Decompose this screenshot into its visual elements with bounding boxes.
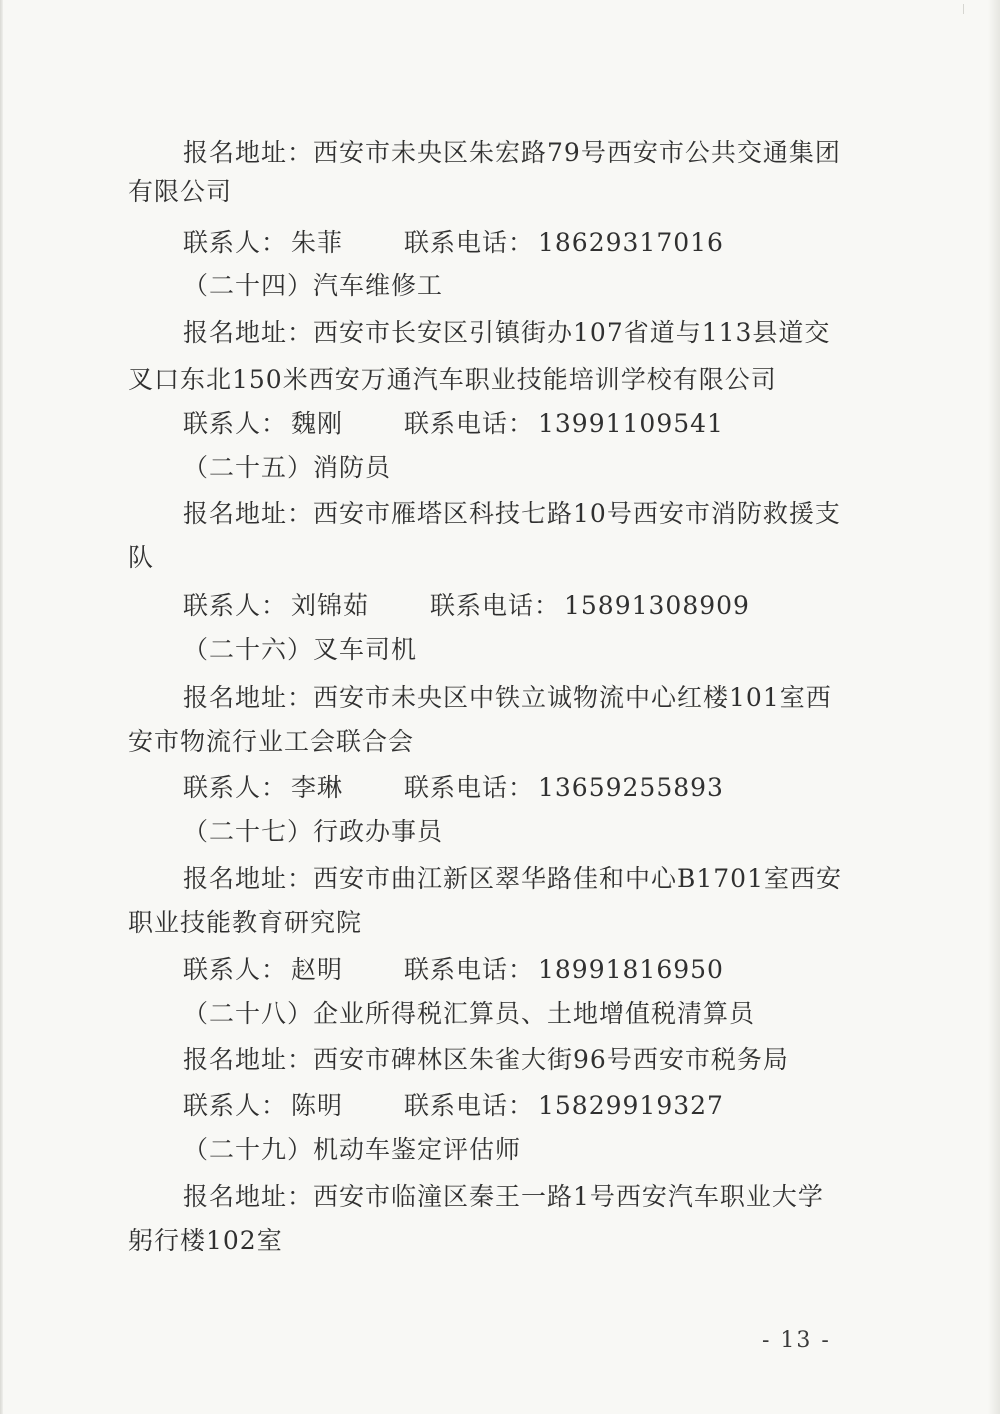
phone-label: 联系电话： — [403, 409, 534, 438]
phone-number: 18629317016 — [538, 228, 724, 257]
phone-number: 15891308909 — [564, 591, 750, 620]
address-line-continued: 叉口东北150米西安万通汽车职业技能培训学校有限公司 — [128, 365, 777, 394]
address-line-continued: 有限公司 — [128, 177, 233, 206]
contact-name: 李琳 — [291, 773, 344, 802]
section-heading: （二十八）企业所得税汇算员、土地增值税清算员 — [183, 999, 756, 1028]
address-line-continued: 安市物流行业工会联合会 — [128, 727, 415, 756]
contact-line — [183, 590, 750, 622]
phone-number: 18991816950 — [538, 955, 724, 984]
contact-name: 陈明 — [291, 1091, 344, 1120]
phone-label: 联系电话： — [429, 591, 560, 620]
address-line-continued: 队 — [128, 543, 155, 572]
page-number: - 13 - — [762, 1328, 831, 1353]
contact-label: 联系人： — [183, 773, 288, 802]
section-heading: （二十五）消防员 — [183, 453, 392, 482]
scan-corner-mark — [963, 4, 984, 14]
address-line: 报名地址：西安市曲江新区翠华路佳和中心B1701室西安 — [183, 864, 842, 893]
scan-edge-right — [988, 0, 1000, 1414]
phone-number: 13991109541 — [538, 409, 724, 438]
contact-name: 朱菲 — [291, 228, 344, 257]
contact-label: 联系人： — [183, 228, 288, 257]
phone-number: 15829919327 — [538, 1091, 724, 1120]
phone-label: 联系电话： — [403, 228, 534, 257]
contact-line — [183, 1090, 724, 1122]
contact-name: 魏刚 — [291, 409, 344, 438]
phone-label: 联系电话： — [403, 773, 534, 802]
address-line: 报名地址：西安市雁塔区科技七路10号西安市消防救援支 — [183, 499, 841, 528]
section-heading: （二十四）汽车维修工 — [183, 271, 444, 300]
phone-label: 联系电话： — [403, 955, 534, 984]
section-heading: （二十七）行政办事员 — [183, 817, 444, 846]
address-line: 报名地址：西安市碑林区朱雀大街96号西安市税务局 — [183, 1045, 789, 1074]
address-line-continued: 躬行楼102室 — [128, 1226, 283, 1255]
address-line: 报名地址：西安市临潼区秦王一路1号西安汽车职业大学 — [183, 1182, 824, 1211]
address-line: 报名地址：西安市未央区朱宏路79号西安市公共交通集团 — [183, 138, 841, 167]
contact-line — [183, 772, 724, 804]
address-line: 报名地址：西安市长安区引镇街办107省道与113县道交 — [183, 318, 831, 347]
contact-line — [183, 954, 724, 986]
contact-label: 联系人： — [183, 409, 288, 438]
contact-label: 联系人： — [183, 955, 288, 984]
phone-number: 13659255893 — [538, 773, 724, 802]
contact-line — [183, 227, 724, 259]
section-heading: （二十六）叉车司机 — [183, 635, 418, 664]
contact-label: 联系人： — [183, 1091, 288, 1120]
address-line-continued: 职业技能教育研究院 — [128, 908, 363, 937]
section-heading: （二十九）机动车鉴定评估师 — [183, 1135, 522, 1164]
contact-name: 赵明 — [291, 955, 344, 984]
phone-label: 联系电话： — [403, 1091, 534, 1120]
scan-edge-left — [0, 0, 3, 1414]
address-line: 报名地址：西安市未央区中铁立诚物流中心红楼101室西 — [183, 683, 832, 712]
contact-label: 联系人： — [183, 591, 288, 620]
contact-line — [183, 408, 724, 440]
contact-name: 刘锦茹 — [291, 591, 370, 620]
